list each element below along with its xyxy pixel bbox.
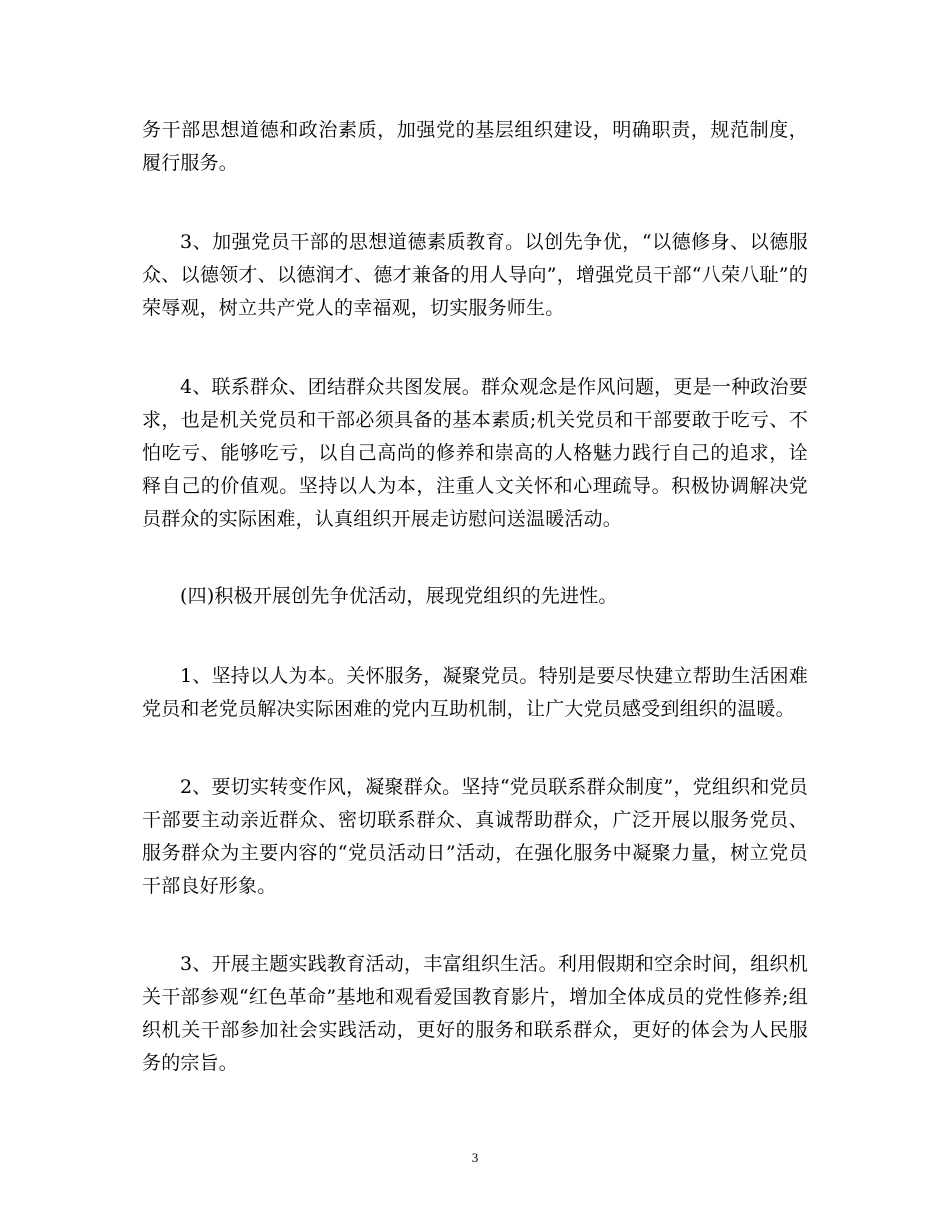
- paragraph-continuation: 务干部思想道德和政治素质，加强党的基层组织建设，明确职责，规范制度，履行服务。: [142, 119, 808, 174]
- paragraph-sub-item-3: 3、开展主题实践教育活动，丰富组织生活。利用假期和空余时间，组织机关干部参观“红色革命”基地和观看爱国教育影片，增加全体成员的党性修养;组织机关干部参加社会实践活动，更好的服务和联系群众，更好的体会为人民服务的宗旨。: [142, 953, 808, 1074]
- section-heading-4: (四)积极开展创先争优活动，展现党组织的先进性。: [180, 585, 618, 607]
- page-number: 3: [471, 1150, 479, 1165]
- paragraph-sub-item-1: 1、坚持以人为本。关怀服务，凝聚党员。特别是要尽快建立帮助生活困难党员和老党员解决实际困难的党内互助机制，让广大党员感受到组织的温暖。: [142, 665, 808, 720]
- paragraph-item-3: 3、加强党员干部的思想道德素质教育。以创先争优，“以德修身、以德服众、以德领才、以德润才、德才兼备的用人导向”，增强党员干部“八荣八耻”的荣辱观，树立共产党人的幸福观，切实服务师生。: [142, 231, 808, 319]
- paragraph-item-4: 4、联系群众、团结群众共图发展。群众观念是作风问题，更是一种政治要求，也是机关党员和干部必须具备的基本素质;机关党员和干部要敢于吃亏、不怕吃亏、能够吃亏，以自己高尚的修养和崇高的人格魅力践行自己的追求，诠释自己的价值观。坚持以人为本，注重人文关怀和心理疏导。积极协调解决党员群众的实际困难，认真组织开展走访慰问送温暖活动。: [142, 376, 808, 530]
- paragraph-sub-item-2: 2、要切实转变作风，凝聚群众。坚持“党员联系群众制度”，党组织和党员干部要主动亲近群众、密切联系群众、真诚帮助群众，广泛开展以服务党员、服务群众为主要内容的“党员活动日”活动，在强化服务中凝聚力量，树立党员干部良好形象。: [142, 776, 808, 897]
